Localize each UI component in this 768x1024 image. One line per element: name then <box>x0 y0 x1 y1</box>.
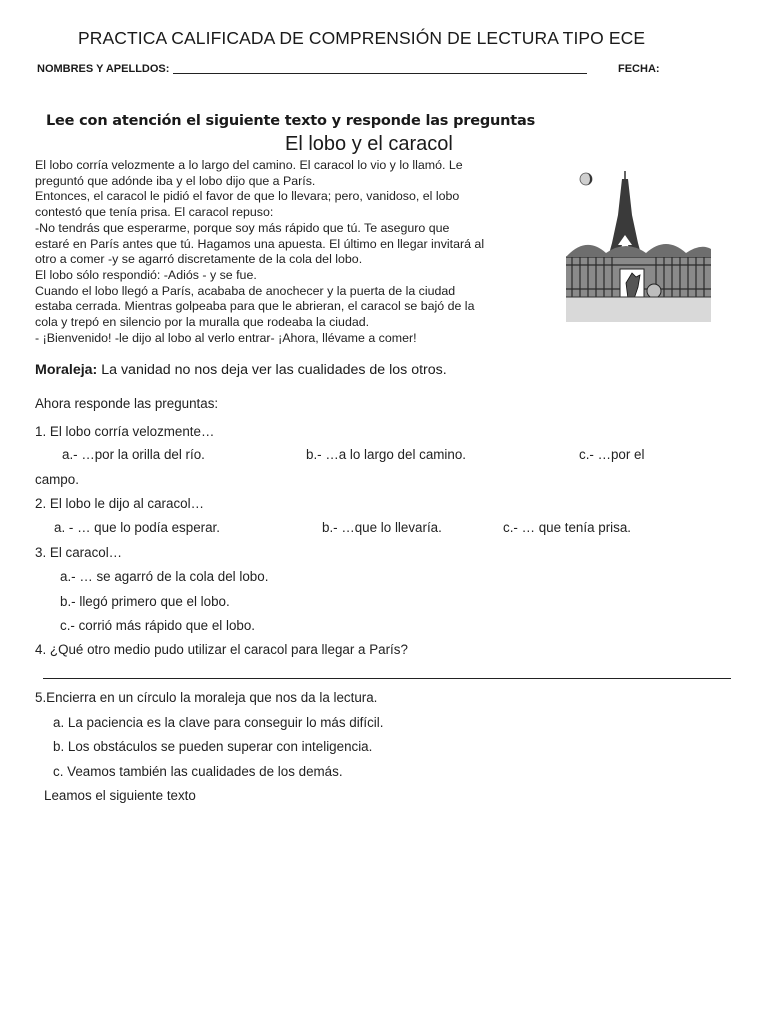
q5-option-c: c. Veamos también las cualidades de los demás. <box>53 764 343 779</box>
names-label: NOMBRES Y APELLDOS: <box>37 63 170 75</box>
story-line: contestó que tenía prisa. El caracol repuso: <box>35 205 274 220</box>
story-line: El lobo corría velozmente a lo largo del camino. El caracol lo vio y lo llamó. Le <box>35 158 463 172</box>
q3-option-b: b.- llegó primero que el lobo. <box>60 594 230 609</box>
story-line: Cuando el lobo llegó a París, acababa de anochecer y la puerta de la ciudad <box>35 283 456 298</box>
q2-option-a: a. - … que lo podía esperar. <box>54 520 220 535</box>
q1-option-a: a.- …por la orilla del río. <box>62 447 205 462</box>
q5-option-a: a. La paciencia es la clave para conseguir lo más difícil. <box>53 715 384 730</box>
story-line: preguntó que adónde iba y el lobo dijo que a París. <box>35 173 316 188</box>
questions-intro: Ahora responde las preguntas: <box>35 396 219 411</box>
story-line: - ¡Bienvenido! -le dijo al lobo al verlo entrar- ¡Ahora, llévame a comer! <box>35 330 417 345</box>
q2-option-b: b.- …que lo llevaría. <box>322 520 442 535</box>
q1-option-c-continued: campo. <box>35 472 79 487</box>
question-3: 3. El caracol… <box>35 545 123 560</box>
story-line: cola y trepó en silencio por la muralla que rodeaba la ciudad. <box>35 315 370 330</box>
q3-option-c: c.- corrió más rápido que el lobo. <box>60 618 256 633</box>
question-4: 4. ¿Qué otro medio pudo utilizar el caracol para llegar a París? <box>35 642 408 657</box>
story-line: -No tendrás que esperarme, porque soy más rápido que tú. Te aseguro que <box>35 220 450 235</box>
story-text <box>35 158 551 346</box>
instruction: Lee con atención el siguiente texto y responde las preguntas <box>46 113 536 129</box>
q1-option-c: c.- …por el <box>579 447 645 462</box>
date-label: FECHA: <box>618 63 660 75</box>
moraleja-text: La vanidad no nos deja ver las cualidades de los otros. <box>97 362 447 378</box>
q2-option-c: c.- … que tenía prisa. <box>503 520 632 535</box>
eiffel-tower-illustration <box>566 165 711 322</box>
moraleja-label: Moraleja: <box>35 362 98 378</box>
story-line: estaba cerrada. Mientras golpeaba para que le abrieran, el caracol se bajó de la <box>35 299 475 314</box>
names-field <box>37 63 587 75</box>
story-line: otro a comer -y se agarró discretamente de la cola del lobo. <box>35 252 363 267</box>
question-1: 1. El lobo corría velozmente… <box>35 424 215 439</box>
q3-option-a: a.- … se agarró de la cola del lobo. <box>60 569 269 584</box>
story-title: El lobo y el caracol <box>285 133 453 155</box>
story-line: estaré en París antes que tú. Hagamos una apuesta. El último en llegar invitará al <box>35 236 485 251</box>
q1-option-b: b.- …a lo largo del camino. <box>306 447 467 462</box>
page-title: PRACTICA CALIFICADA DE COMPRENSIÓN DE LECTURA TIPO ECE <box>78 28 646 48</box>
story-line: El lobo sólo respondió: -Adiós - y se fue. <box>35 267 257 282</box>
question-5: 5.Encierra en un círculo la moraleja que nos da la lectura. <box>35 690 378 705</box>
q5-option-b: b. Los obstáculos se pueden superar con inteligencia. <box>53 739 373 754</box>
moraleja <box>35 362 447 378</box>
q4-answer-line <box>43 678 731 679</box>
story-line: Entonces, el caracol le pidió el favor de que lo llevara; pero, vanidoso, el lobo <box>35 189 460 204</box>
footer-text: Leamos el siguiente texto <box>44 788 196 803</box>
question-2: 2. El lobo le dijo al caracol… <box>35 496 204 511</box>
names-blank-line <box>173 73 587 74</box>
